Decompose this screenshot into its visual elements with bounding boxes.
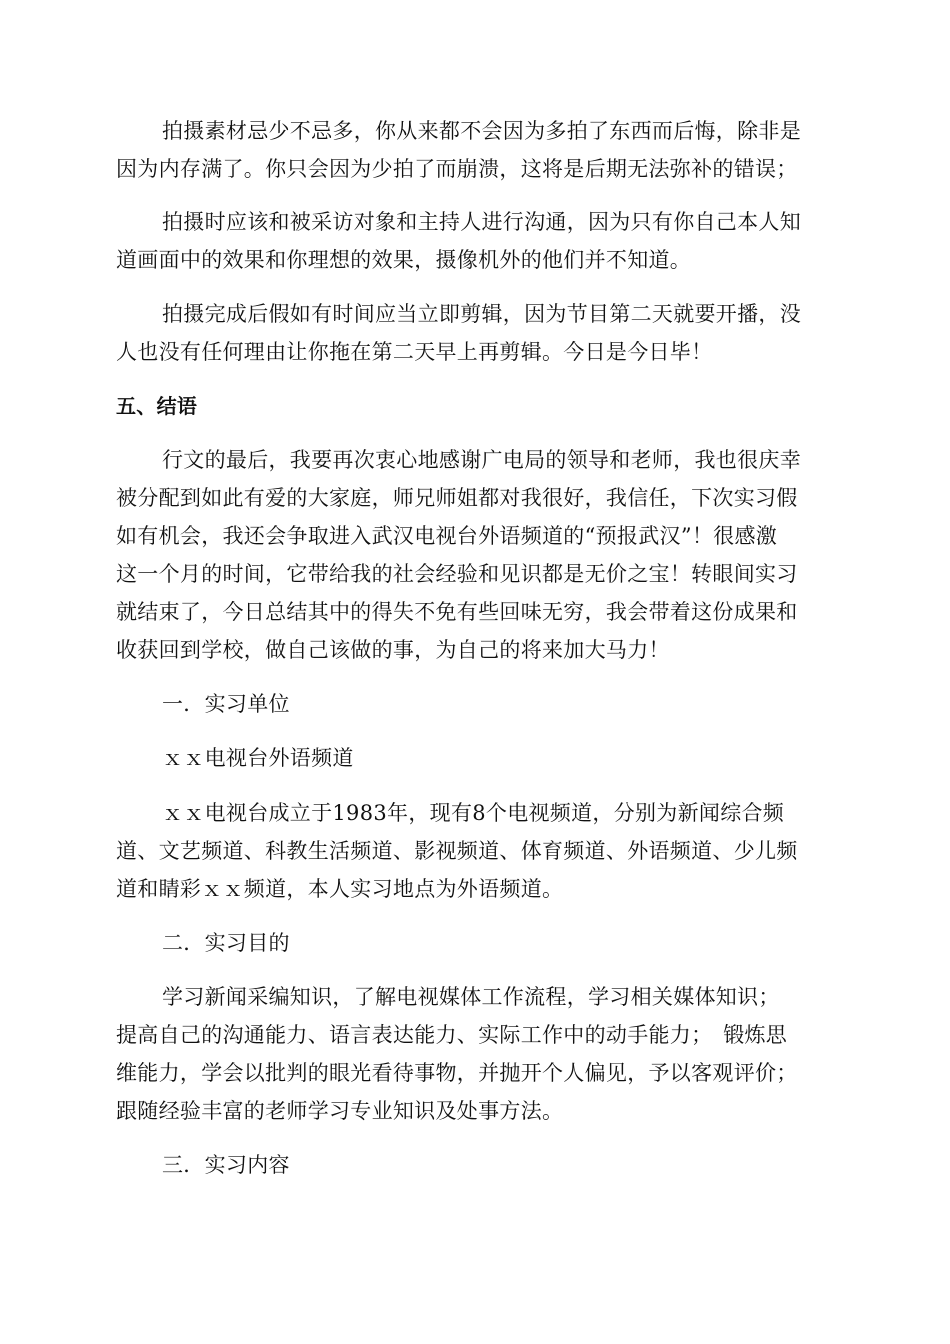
item-3-heading: 三．实习内容	[162, 1153, 290, 1177]
paragraph-3-line-2: 人也没有任何理由让你拖在第二天早上再剪辑。今日是今日毕！	[116, 340, 713, 364]
paragraph-4-line-1: 行文的最后，我要再次衷心地感谢广电局的领导和老师，我也很庆幸	[162, 448, 801, 472]
paragraph-6-line-4: 跟随经验丰富的老师学习专业知识及处事方法。	[116, 1099, 564, 1123]
paragraph-4-line-2: 被分配到如此有爱的大家庭，师兄师姐都对我很好，我信任，下次实习假	[116, 486, 798, 510]
paragraph-6-line-1: 学习新闻采编知识，了解电视媒体工作流程，学习相关媒体知识；	[162, 985, 780, 1009]
paragraph-2-line-1: 拍摄时应该和被采访对象和主持人进行沟通，因为只有你自己本人知	[162, 210, 801, 234]
item-1-heading: 一．实习单位	[162, 692, 290, 716]
item-2-heading: 二．实习目的	[162, 931, 290, 955]
paragraph-1-line-2: 因为内存满了。你只会因为少拍了而崩溃，这将是后期无法弥补的错误；	[116, 157, 798, 181]
paragraph-4-line-3: 如有机会，我还会争取进入武汉电视台外语频道的“预报武汉”！很感激	[116, 524, 778, 548]
paragraph-6-line-3: 维能力，学会以批判的眼光看待事物，并抛开个人偏见，予以客观评价；	[116, 1061, 798, 1085]
paragraph-4-line-6: 收获回到学校，做自己该做的事，为自己的将来加大马力！	[116, 638, 670, 662]
paragraph-4-line-4: 这一个月的时间，它带给我的社会经验和见识都是无价之宝！转眼间实习	[116, 562, 798, 586]
paragraph-1-line-1: 拍摄素材忌少不忌多，你从来都不会因为多拍了东西而后悔，除非是	[162, 119, 801, 143]
paragraph-5-line-1: ｘｘ电视台成立于1983年，现有8个电视频道，分别为新闻综合频	[162, 801, 785, 825]
item-1-unit: ｘｘ电视台外语频道	[162, 746, 354, 770]
paragraph-6-line-2: 提高自己的沟通能力、语言表达能力、实际工作中的动手能力； 锻炼思	[116, 1023, 788, 1047]
paragraph-4-line-5: 就结束了，今日总结其中的得失不免有些回味无穷，我会带着这份成果和	[116, 600, 798, 624]
paragraph-5-line-2: 道、文艺频道、科教生活频道、影视频道、体育频道、外语频道、少儿频	[116, 839, 798, 863]
paragraph-5-line-3: 道和睛彩ｘｘ频道，本人实习地点为外语频道。	[116, 877, 564, 901]
paragraph-2-line-2: 道画面中的效果和你理想的效果，摄像机外的他们并不知道。	[116, 248, 692, 272]
paragraph-3-line-1: 拍摄完成后假如有时间应当立即剪辑，因为节目第二天就要开播，没	[162, 302, 801, 326]
section-heading-conclusion: 五、结语	[116, 394, 198, 418]
